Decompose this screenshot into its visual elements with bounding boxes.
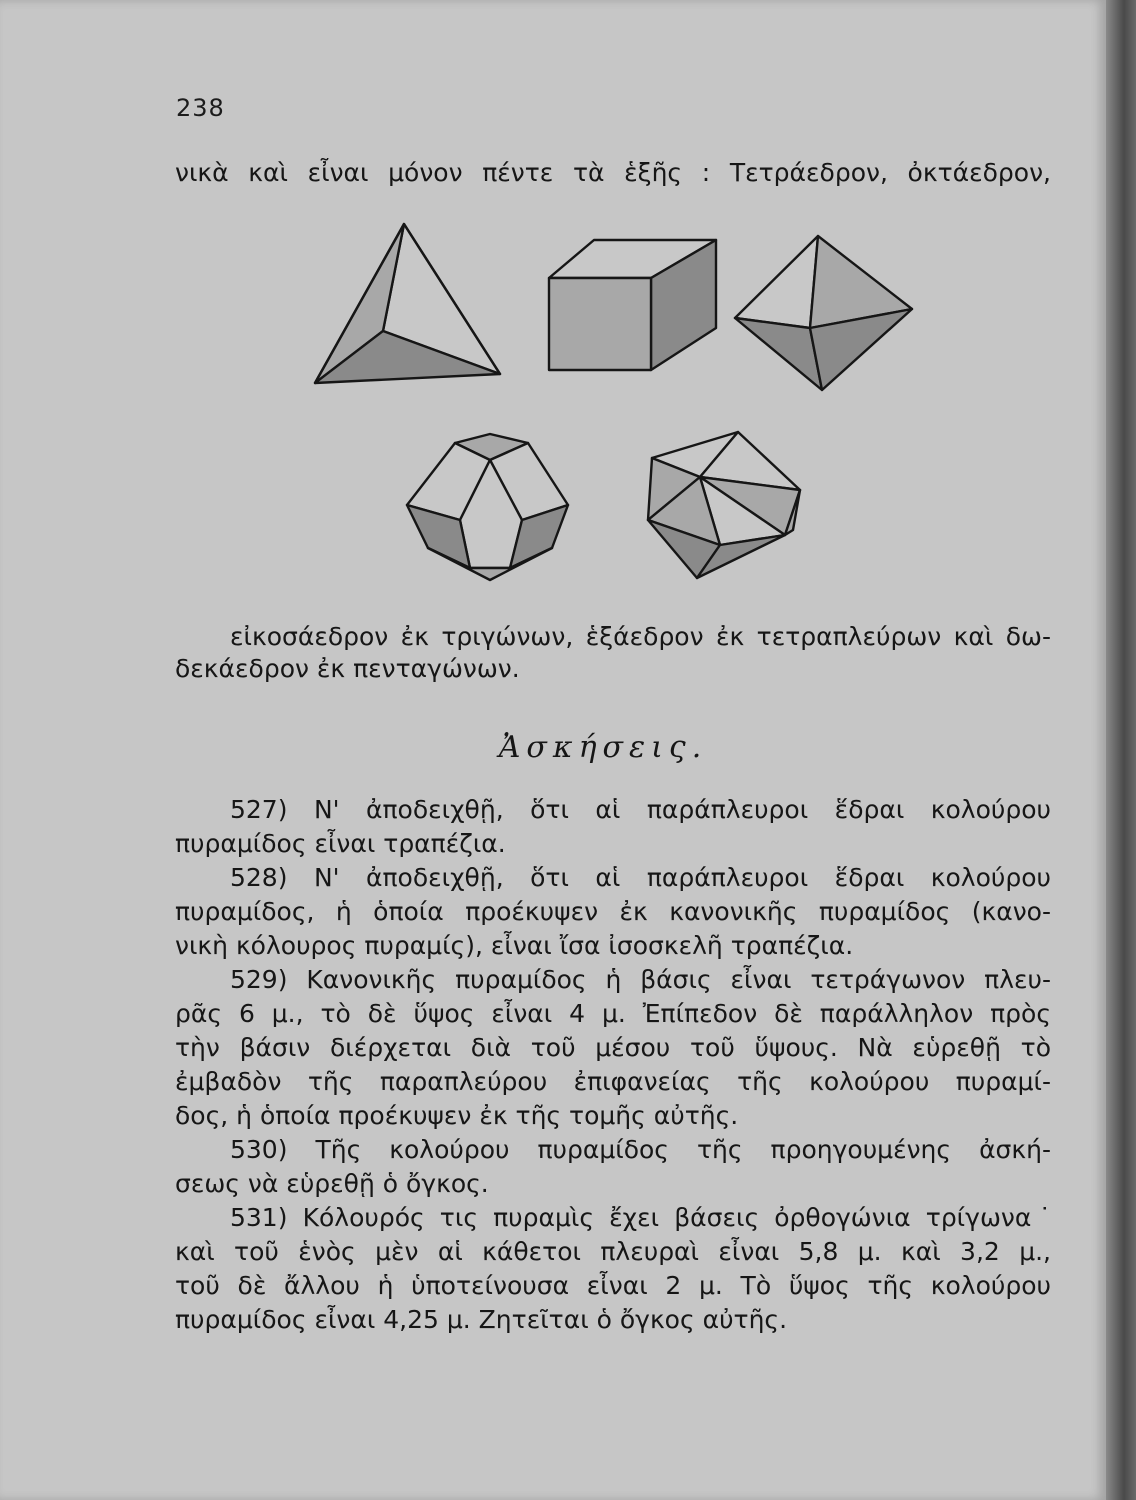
dodecahedron-drawing bbox=[407, 434, 568, 580]
exercise-531-line-4: πυραμίδος εἶναι 4,25 μ. Ζητεῖται ὁ ὄγκος αὐτῆς. bbox=[175, 1305, 788, 1334]
tetrahedron-drawing bbox=[315, 224, 500, 383]
exercise-527-line-2: πυραμίδος εἶναι τραπέζια. bbox=[175, 829, 506, 858]
after-figure-line-1: εἰκοσάεδρον ἐκ τριγώνων, ἑξάεδρον ἐκ τετραπλεύρων καὶ δω- bbox=[230, 622, 1051, 651]
cube-drawing bbox=[549, 240, 716, 370]
exercise-531-line-1: 531) Κόλουρός τις πυραμὶς ἔχει βάσεις ὀρθογώνια τρίγωνα˙ bbox=[230, 1203, 1051, 1232]
exercise-529-line-1: 529) Κανονικῆς πυραμίδος ἡ βάσις εἶναι τετράγωνον πλευ- bbox=[230, 965, 1051, 994]
exercise-529-line-5: δος, ἡ ὁποία προέκυψεν ἐκ τῆς τομῆς αὐτῆς. bbox=[175, 1101, 739, 1130]
exercise-531-line-3: τοῦ δὲ ἄλλου ἡ ὑποτείνουσα εἶναι 2 μ. Τὸ ὕψος τῆς κολούρου bbox=[175, 1271, 1051, 1300]
exercise-529-line-3: τὴν βάσιν διέρχεται διὰ τοῦ μέσου τοῦ ὕψους. Νὰ εὑρεθῇ τὸ bbox=[175, 1033, 1051, 1062]
exercise-529-line-2: ρᾶς 6 μ., τὸ δὲ ὕψος εἶναι 4 μ. Ἐπίπεδον δὲ παράλληλον πρὸς bbox=[175, 999, 1051, 1028]
exercise-528-line-1: 528) Ν' ἀποδειχθῇ, ὅτι αἱ παράπλευροι ἕδραι κολούρου bbox=[230, 863, 1051, 892]
exercise-530-line-1: 530) Τῆς κολούρου πυραμίδος τῆς προηγουμένης ἀσκή- bbox=[230, 1135, 1051, 1164]
exercise-527-line-1: 527) Ν' ἀποδειχθῇ, ὅτι αἱ παράπλευροι ἕδραι κολούρου bbox=[230, 795, 1051, 824]
book-spine-edge bbox=[1106, 0, 1136, 1500]
exercises-heading: Ἀσκήσεις. bbox=[498, 730, 708, 765]
octahedron-drawing bbox=[735, 236, 912, 390]
page-number: 238 bbox=[176, 94, 225, 122]
exercise-530-line-2: σεως νὰ εὑρεθῇ ὁ ὄγκος. bbox=[175, 1169, 489, 1198]
regular-polyhedra-figure bbox=[0, 0, 1106, 620]
exercise-528-line-2: πυραμίδος, ἡ ὁποία προέκυψεν ἐκ κανονικῆς πυραμίδος (κανο- bbox=[175, 897, 1051, 926]
exercise-528-line-3: νικὴ κόλουρος πυραμίς), εἶναι ἴσα ἰσοσκελῆ τραπέζια. bbox=[175, 931, 854, 960]
after-figure-line-2: δεκάεδρον ἐκ πενταγώνων. bbox=[175, 654, 520, 683]
exercise-529-line-4: ἐμβαδὸν τῆς παραπλεύρου ἐπιφανείας τῆς κολούρου πυραμί- bbox=[175, 1067, 1051, 1096]
icosahedron-drawing bbox=[648, 432, 800, 578]
intro-line: νικὰ καὶ εἶναι μόνον πέντε τὰ ἑξῆς : Τετράεδρον, ὀκτάεδρον, bbox=[175, 158, 1051, 187]
exercise-531-line-2: καὶ τοῦ ἑνὸς μὲν αἱ κάθετοι πλευραὶ εἶναι 5,8 μ. καὶ 3,2 μ., bbox=[175, 1237, 1051, 1266]
